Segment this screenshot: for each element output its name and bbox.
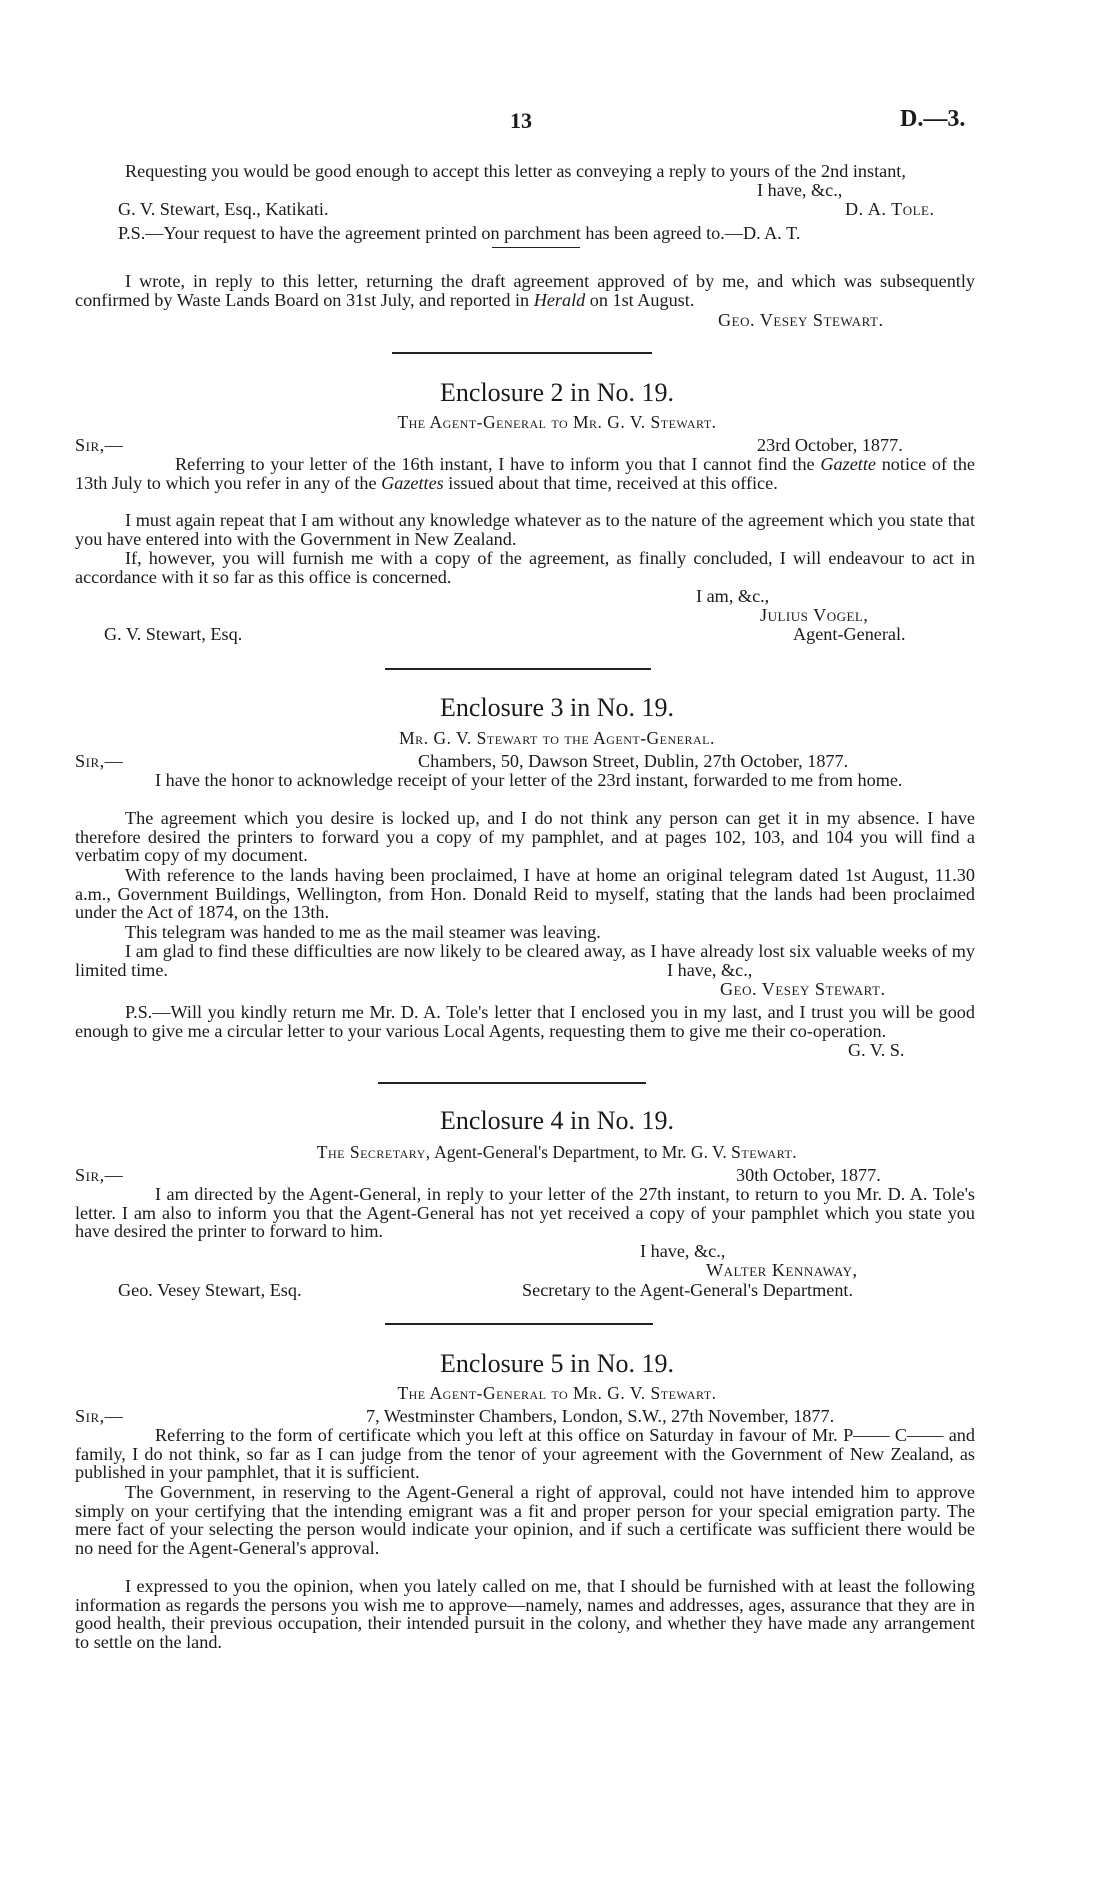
document-code: D.—3. <box>900 106 966 132</box>
enc4-subtitle-recipient: Stewart. <box>731 1142 798 1162</box>
section-divider <box>378 1082 646 1084</box>
enclosure-2-closing: I am, &c., <box>696 586 770 606</box>
divider <box>492 247 580 248</box>
enclosure-3-date: Chambers, 50, Dawson Street, Dublin, 27th October, 1877. <box>418 751 849 771</box>
enclosure-5-date: 7, Westminster Chambers, London, S.W., 27th November, 1877. <box>366 1406 835 1426</box>
enclosure-2-paragraph-3: If, however, you will furnish me with a copy of the agreement, as finally concluded, I will endeavour to act in accordance with it so far as this office is concerned. <box>75 548 975 587</box>
enclosure-2-date: 23rd October, 1877. <box>757 435 903 455</box>
enc2-p1-italic-a: Gazette <box>820 454 876 474</box>
enc4-subtitle-mid: Agent-General's Department, to Mr. G. V. <box>434 1142 727 1162</box>
enclosure-3-paragraph-2: The agreement which you desire is locked up, and I do not think any person can get it in my absence. I have therefore desired the printers to forward you a copy of my pamphlet, and at pages 102, 103, and 104 you will find a verbatim copy of my document. <box>75 808 975 866</box>
top-paragraph: Requesting you would be good enough to accept this letter as conveying a reply to yours of the 2nd instant, <box>125 161 906 181</box>
enclosure-3-paragraph-3: With reference to the lands having been proclaimed, I have at home an original telegram dated 1st August, 11.30 a.m., Government Buildings, Wellington, from Hon. Donald Reid to myself, stating that the lands had been proclaimed under the Act of 1874, on the 13th. <box>75 865 975 923</box>
enclosure-4-date: 30th October, 1877. <box>736 1165 881 1185</box>
stewart-note-text-2: on 1st August. <box>589 289 695 310</box>
enclosure-4-addressee: Geo. Vesey Stewart, Esq. <box>118 1280 302 1300</box>
enclosure-2-salutation: Sir,— <box>75 435 124 455</box>
enclosure-3-paragraph-1: I have the honor to acknowledge receipt of your letter of the 23rd instant, forwarded to me from home. <box>155 770 903 790</box>
stewart-note-italic: Herald <box>533 289 586 310</box>
enclosure-3-postscript-signature: G. V. S. <box>840 1041 904 1060</box>
enclosure-2-paragraph-1 <box>75 455 975 492</box>
top-signer: D. A. Tole. <box>845 199 935 219</box>
enclosure-5-title: Enclosure 5 in No. 19. <box>440 1349 674 1378</box>
enclosure-3-title: Enclosure 3 in No. 19. <box>440 693 674 722</box>
enclosure-3-subtitle: Mr. G. V. Stewart to the Agent-General. <box>399 728 715 748</box>
enclosure-5-subtitle: The Agent-General to Mr. G. V. Stewart. <box>397 1383 717 1403</box>
enc4-subtitle-sender: The Secretary, <box>316 1142 431 1162</box>
top-closing: I have, &c., <box>757 180 843 200</box>
enclosure-2-signer-title: Agent-General. <box>793 624 906 644</box>
section-divider <box>392 352 652 354</box>
enclosure-3-signer: Geo. Vesey Stewart. <box>720 979 886 999</box>
page-number: 13 <box>510 108 532 133</box>
enclosure-4-signer: Walter Kennaway, <box>706 1260 858 1280</box>
enclosure-3-paragraph-4: This telegram was handed to me as the mail steamer was leaving. <box>125 922 601 942</box>
enclosure-5-salutation: Sir,— <box>75 1406 124 1426</box>
enclosure-2-title: Enclosure 2 in No. 19. <box>440 378 674 407</box>
enclosure-3-postscript: P.S.—Will you kindly return me Mr. D. A. Tole's letter that I enclosed you in my last, and I trust you will be good enough to give me a circular letter to your various Local Agents, requesting them to give me their co-operation. <box>75 1002 975 1041</box>
top-addressee: G. V. Stewart, Esq., Katikati. <box>118 199 329 219</box>
enclosure-5-paragraph-3: I expressed to you the opinion, when you lately called on me, that I should be furnished with at least the following information as regards the persons you wish me to approve—namely, names and addresses, ages, assurance that they are in good health, their previous occupation, their intended pursuit in the colony, and whether they have made any arrangement to settle on the land. <box>75 1576 975 1652</box>
enclosure-3-closing: I have, &c., <box>667 960 753 980</box>
enclosure-2-addressee: G. V. Stewart, Esq. <box>104 624 243 644</box>
enclosure-4-closing: I have, &c., <box>640 1241 726 1261</box>
stewart-note <box>75 272 975 309</box>
section-divider <box>385 1323 653 1325</box>
stewart-note-text: I wrote, in reply to this letter, returning the draft agreement approved of by me, and which was subsequently confirmed by Waste Lands Board on 31st July, and reported in <box>75 271 975 310</box>
enclosure-3-paragraph-5: I am glad to find these difficulties are now likely to be cleared away, as I have already lost six valuable weeks of my limited time. <box>75 941 975 980</box>
stewart-note-signer: Geo. Vesey Stewart. <box>718 310 884 330</box>
enc2-p1-text-b: notice of the 13th July to which you refer in any of the <box>75 454 976 493</box>
top-postscript: P.S.—Your request to have the agreement printed on parchment has been agreed to.—D. A. T. <box>118 223 801 243</box>
enclosure-2-subtitle: The Agent-General to Mr. G. V. Stewart. <box>397 412 717 432</box>
enclosure-2-signer: Julius Vogel, <box>760 605 869 625</box>
enclosure-3-salutation: Sir,— <box>75 751 124 771</box>
enc2-p1-text-c: issued about that time, received at this office. <box>448 472 778 493</box>
enc2-p1-text-a: Referring to your letter of the 16th instant, I have to inform you that I cannot find the <box>175 454 815 474</box>
enclosure-4-salutation: Sir,— <box>75 1165 124 1185</box>
enclosure-4-signer-title: Secretary to the Agent-General's Department. <box>522 1280 854 1300</box>
enclosure-4-paragraph-1: I am directed by the Agent-General, in reply to your letter of the 27th instant, to return to you Mr. D. A. Tole's letter. I am also to inform you that the Agent-General has not yet received a copy of your pamphlet which you state you have desired the printer to forward to him. <box>75 1184 975 1242</box>
enclosure-4-subtitle <box>0 1142 1114 1162</box>
enclosure-2-paragraph-2: I must again repeat that I am without any knowledge whatever as to the nature of the agreement which you state that you have entered into with the Government in New Zealand. <box>75 510 975 549</box>
enclosure-5-paragraph-1: Referring to the form of certificate which you left at this office on Saturday in favour of Mr. P—— C—— and family, I do not think, so far as I can judge from the tenor of your agreement with the Government of New Zealand, as published in your pamphlet, that it is sufficient. <box>75 1425 975 1483</box>
enc2-p1-italic-b: Gazettes <box>381 472 444 493</box>
section-divider <box>385 668 651 670</box>
enclosure-4-title: Enclosure 4 in No. 19. <box>440 1106 674 1135</box>
enclosure-5-paragraph-2: The Government, in reserving to the Agent-General a right of approval, could not have intended him to approve simply on your certifying that the intending emigrant was a fit and proper person for your special emigration party. The mere fact of your selecting the person would indicate your opinion, and if such a certificate was sufficient there would be no need for the Agent-General's approval. <box>75 1482 975 1558</box>
